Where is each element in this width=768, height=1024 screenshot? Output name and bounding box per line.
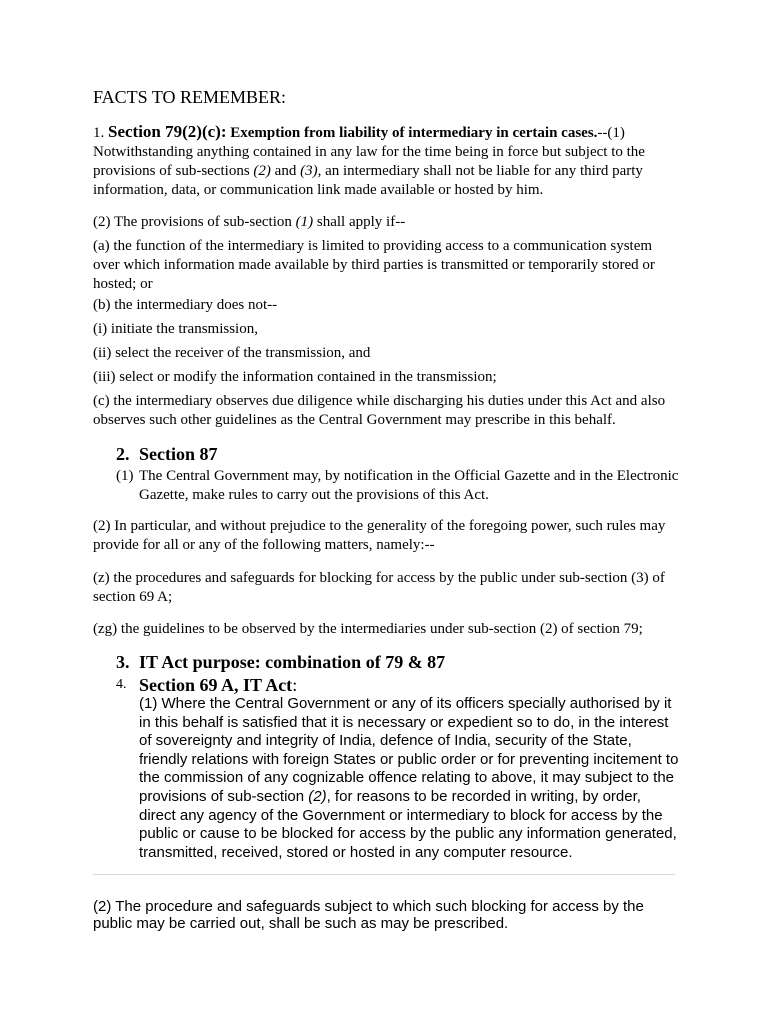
item-number-3: 3. <box>116 652 130 672</box>
and-text: and <box>270 163 301 179</box>
clause-a: (a) the function of the intermediary is limited to providing access to a communication system over which information made available by third parties is transmitted or temporarily stored or hosted; or <box>93 238 655 292</box>
section-87-heading: Section 87 <box>139 444 218 464</box>
clause-b: (b) the intermediary does not-- <box>93 297 278 313</box>
section-69a-body-a: (1) Where the Central Government or any of its officers specially authorised by it in this behalf is satisfied that it is necessary or expedient so to do, in the interest of sovereignty and integrity of India, defence of India, security of the State, friendly relations with foreign States or public order or for preventing incitement to the commission of any cognizable offence relating to above, it may subject to the provisions of sub-section <box>139 695 679 805</box>
clause-c: (c) the intermediary observes due diligence while discharging his duties under this Act and also observes such other guidelines as the Central Government may prescribe in this behalf. <box>93 393 666 428</box>
section-87-sub2: (2) In particular, and without prejudice to the generality of the foregoing power, such rules may provide for all or any of the following matters, namely:-- <box>93 518 666 553</box>
clause-z: (z) the procedures and safeguards for blocking for access by the public under sub-section (3) of section 69 A; <box>93 570 665 605</box>
clause-zg: (zg) the guidelines to be observed by the intermediaries under sub-section (2) of section 79; <box>93 621 643 637</box>
section-69a-body-b: , for reasons to be recorded in writing, by order, direct any agency of the Government or intermediary to block for access by the public or cause to be blocked for access by the public any information generated, transmitted, received, stored or hosted in any computer resource. <box>139 787 677 861</box>
section-69a-colon: : <box>292 675 298 695</box>
subsection-ref-2: (2) <box>253 163 271 179</box>
section-79-paragraph <box>93 122 678 200</box>
clause-i: (i) initiate the transmission, <box>93 321 258 337</box>
section-69a-title: Section 69 A, IT Act <box>139 675 293 695</box>
horizontal-divider <box>93 874 675 875</box>
section-69a-body <box>139 695 679 862</box>
subsection-ref-2-69a: (2) <box>308 787 327 805</box>
item-number-4: 4. <box>116 677 127 692</box>
section-87-sub1-text: The Central Government may, by notification in the Official Gazette and in the Electronic Gazette, make rules to carry out the provisions of this Act. <box>139 468 679 503</box>
subsection-ref-3: (3) <box>300 163 318 179</box>
section-79-text-a: Notwithstanding anything contained in any law for the time being in force but subject to the provisions of sub-sections <box>93 144 645 179</box>
section-79-dash: --(1) <box>597 125 625 141</box>
page-title: FACTS TO REMEMBER: <box>93 87 287 107</box>
item-number-2: 2. <box>116 444 130 464</box>
section-87-sub1-number: (1) <box>116 468 134 484</box>
section-69a-heading <box>139 674 297 696</box>
subsection-2-pre: (2) The provisions of sub-section <box>93 214 296 230</box>
clause-ii: (ii) select the receiver of the transmission, and <box>93 345 371 361</box>
subsection-ref-1: (1) <box>295 214 314 230</box>
subsection-2-paragraph <box>93 213 678 232</box>
section-79-text-b: , an intermediary shall not be liable for any third party information, data, or communication link made available or hosted by him. <box>93 163 643 198</box>
clause-iii: (iii) select or modify the information contained in the transmission; <box>93 369 497 385</box>
section-79-title: Exemption from liability of intermediary in certain cases. <box>230 125 598 141</box>
final-paragraph: (2) The procedure and safeguards subject to which such blocking for access by the public may be carried out, shall be such as may be prescribed. <box>93 898 644 932</box>
section-79-heading: Section 79(2)(c): <box>108 122 227 141</box>
it-act-purpose-heading: IT Act purpose: combination of 79 & 87 <box>139 652 446 672</box>
item-number-1: 1. <box>93 125 105 141</box>
subsection-2-post: shall apply if-- <box>313 214 406 230</box>
